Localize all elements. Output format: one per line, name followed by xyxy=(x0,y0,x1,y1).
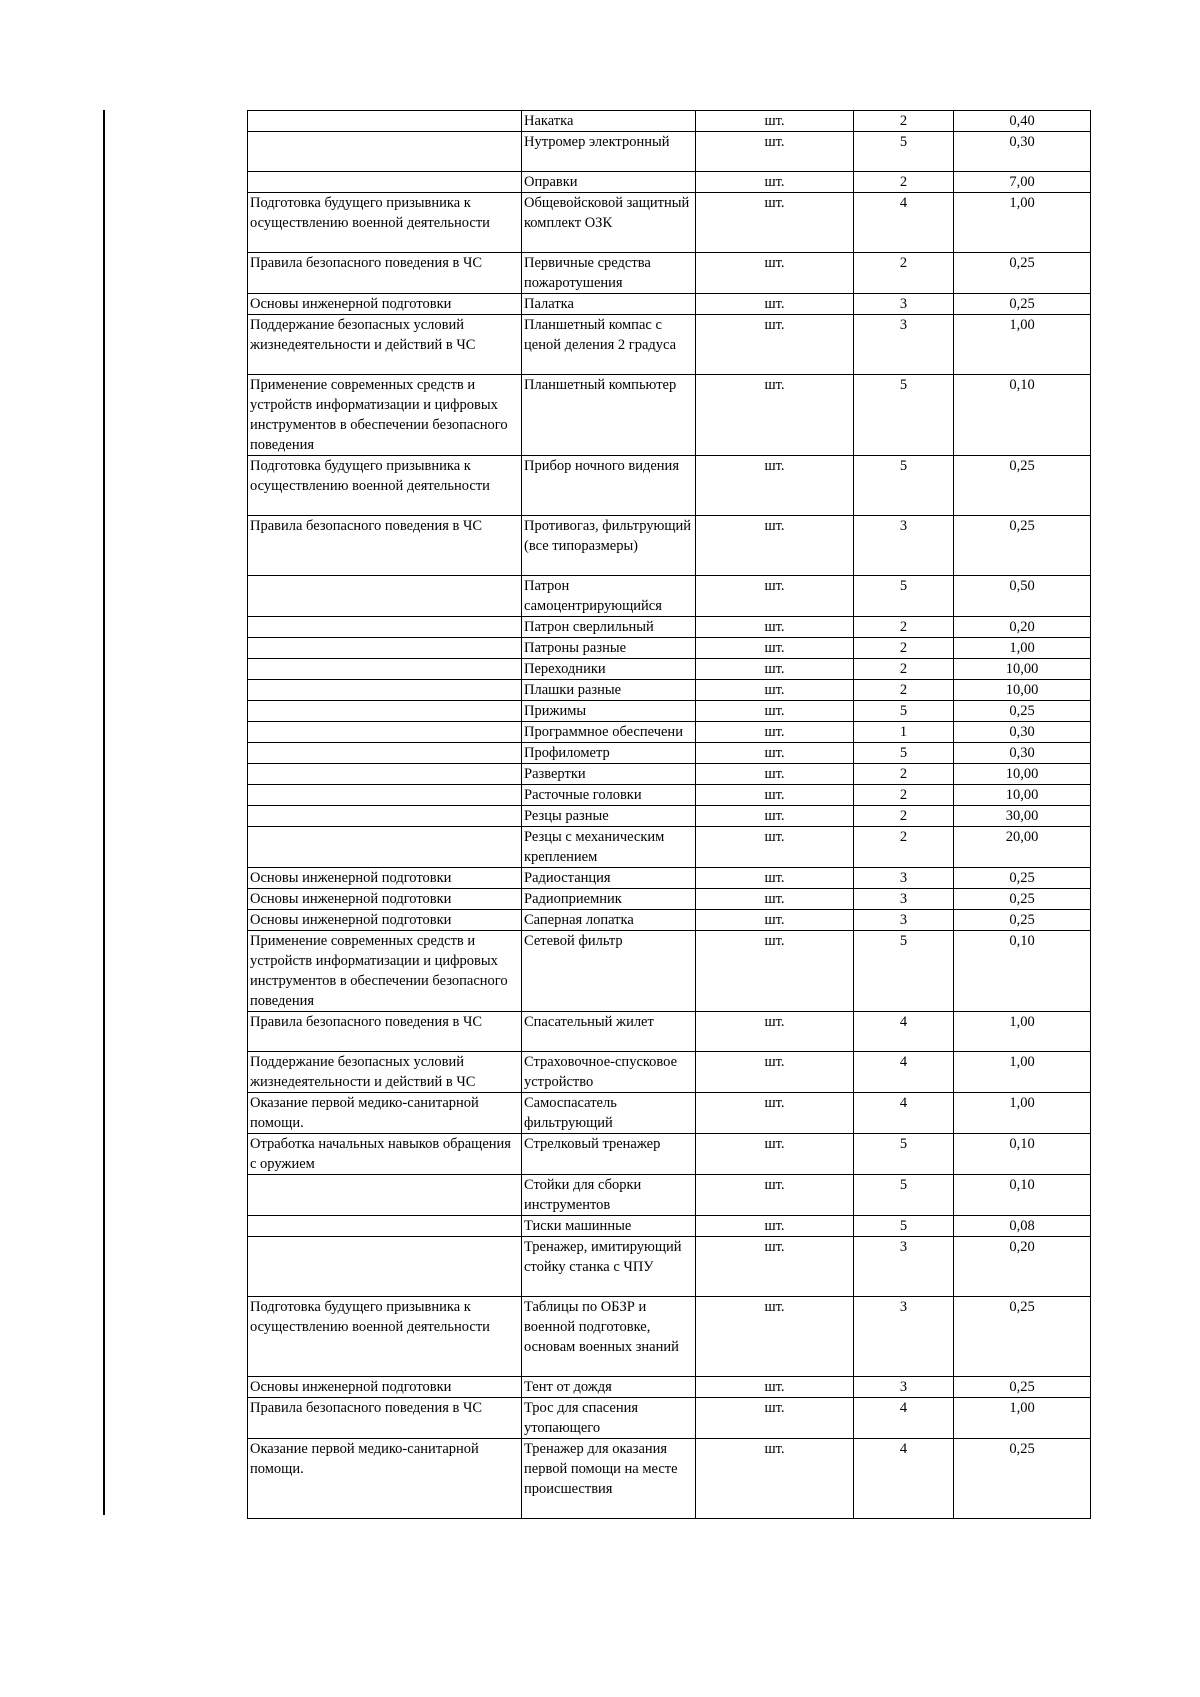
table-row xyxy=(248,722,1091,743)
quantity-cell: 3 xyxy=(854,1377,954,1398)
table-row xyxy=(248,868,1091,889)
item-cell: Первичные средства пожаротушения xyxy=(522,253,696,294)
quantity-cell: 3 xyxy=(854,1237,954,1297)
norm-cell: 10,00 xyxy=(954,659,1091,680)
table-row xyxy=(248,375,1091,456)
left-margin-line xyxy=(103,110,105,1515)
table-row xyxy=(248,617,1091,638)
item-cell: Стойки для сборки инструментов xyxy=(522,1175,696,1216)
section-cell xyxy=(248,806,522,827)
quantity-cell: 5 xyxy=(854,1216,954,1237)
item-cell: Трос для спасения утопающего xyxy=(522,1398,696,1439)
quantity-cell: 5 xyxy=(854,1134,954,1175)
norm-cell: 0,25 xyxy=(954,701,1091,722)
item-cell: Переходники xyxy=(522,659,696,680)
item-cell: Прижимы xyxy=(522,701,696,722)
section-cell xyxy=(248,785,522,806)
unit-cell: шт. xyxy=(696,617,854,638)
table-row xyxy=(248,1297,1091,1377)
norm-cell: 30,00 xyxy=(954,806,1091,827)
unit-cell: шт. xyxy=(696,1237,854,1297)
norm-cell: 0,50 xyxy=(954,576,1091,617)
unit-cell: шт. xyxy=(696,785,854,806)
quantity-cell: 2 xyxy=(854,617,954,638)
table-row xyxy=(248,701,1091,722)
quantity-cell: 5 xyxy=(854,1175,954,1216)
norm-cell: 0,25 xyxy=(954,516,1091,576)
norm-cell: 20,00 xyxy=(954,827,1091,868)
section-cell: Применение современных средств и устройств информатизации и цифровых инструментов в обеспечении безопасного поведения xyxy=(248,931,522,1012)
unit-cell: шт. xyxy=(696,659,854,680)
norm-cell: 0,25 xyxy=(954,1439,1091,1519)
section-cell xyxy=(248,1216,522,1237)
quantity-cell: 3 xyxy=(854,889,954,910)
item-cell: Накатка xyxy=(522,111,696,132)
item-cell: Нутромер электронный xyxy=(522,132,696,172)
item-cell: Резцы разные xyxy=(522,806,696,827)
table-row xyxy=(248,1216,1091,1237)
quantity-cell: 3 xyxy=(854,1297,954,1377)
quantity-cell: 2 xyxy=(854,111,954,132)
unit-cell: шт. xyxy=(696,827,854,868)
quantity-cell: 2 xyxy=(854,827,954,868)
unit-cell: шт. xyxy=(696,680,854,701)
norm-cell: 0,25 xyxy=(954,1377,1091,1398)
unit-cell: шт. xyxy=(696,910,854,931)
norm-cell: 1,00 xyxy=(954,315,1091,375)
table-row xyxy=(248,1093,1091,1134)
table-row xyxy=(248,111,1091,132)
item-cell: Таблицы по ОБЗР и военной подготовке, основам военных знаний xyxy=(522,1297,696,1377)
section-cell xyxy=(248,576,522,617)
item-cell: Профилометр xyxy=(522,743,696,764)
norm-cell: 10,00 xyxy=(954,785,1091,806)
table-row xyxy=(248,659,1091,680)
table-row xyxy=(248,1237,1091,1297)
quantity-cell: 5 xyxy=(854,576,954,617)
quantity-cell: 3 xyxy=(854,868,954,889)
unit-cell: шт. xyxy=(696,931,854,1012)
section-cell: Правила безопасного поведения в ЧС xyxy=(248,1012,522,1052)
norm-cell: 0,20 xyxy=(954,1237,1091,1297)
section-cell xyxy=(248,111,522,132)
section-cell: Подготовка будущего призывника к осуществлению военной деятельности xyxy=(248,456,522,516)
unit-cell: шт. xyxy=(696,1398,854,1439)
quantity-cell: 2 xyxy=(854,172,954,193)
item-cell: Сетевой фильтр xyxy=(522,931,696,1012)
table-row xyxy=(248,1377,1091,1398)
section-cell xyxy=(248,1237,522,1297)
norm-cell: 0,25 xyxy=(954,868,1091,889)
section-cell: Основы инженерной подготовки xyxy=(248,294,522,315)
unit-cell: шт. xyxy=(696,111,854,132)
item-cell: Расточные головки xyxy=(522,785,696,806)
quantity-cell: 2 xyxy=(854,638,954,659)
table-row xyxy=(248,680,1091,701)
item-cell: Спасательный жилет xyxy=(522,1012,696,1052)
quantity-cell: 2 xyxy=(854,764,954,785)
item-cell: Тиски машинные xyxy=(522,1216,696,1237)
norm-cell: 1,00 xyxy=(954,1093,1091,1134)
section-cell xyxy=(248,617,522,638)
quantity-cell: 5 xyxy=(854,743,954,764)
section-cell xyxy=(248,827,522,868)
table-row xyxy=(248,764,1091,785)
unit-cell: шт. xyxy=(696,1377,854,1398)
unit-cell: шт. xyxy=(696,576,854,617)
unit-cell: шт. xyxy=(696,1297,854,1377)
unit-cell: шт. xyxy=(696,193,854,253)
unit-cell: шт. xyxy=(696,1012,854,1052)
norm-cell: 0,20 xyxy=(954,617,1091,638)
item-cell: Планшетный компьютер xyxy=(522,375,696,456)
norm-cell: 0,10 xyxy=(954,1134,1091,1175)
item-cell: Противогаз, фильтрующий (все типоразмеры) xyxy=(522,516,696,576)
quantity-cell: 4 xyxy=(854,1012,954,1052)
quantity-cell: 2 xyxy=(854,785,954,806)
table-row xyxy=(248,294,1091,315)
unit-cell: шт. xyxy=(696,1093,854,1134)
item-cell: Страховочное-спусковое устройство xyxy=(522,1052,696,1093)
norm-cell: 7,00 xyxy=(954,172,1091,193)
section-cell xyxy=(248,680,522,701)
quantity-cell: 4 xyxy=(854,1052,954,1093)
table-row xyxy=(248,1052,1091,1093)
unit-cell: шт. xyxy=(696,701,854,722)
item-cell: Программное обеспечени xyxy=(522,722,696,743)
quantity-cell: 5 xyxy=(854,375,954,456)
quantity-cell: 5 xyxy=(854,456,954,516)
unit-cell: шт. xyxy=(696,253,854,294)
norm-cell: 1,00 xyxy=(954,1398,1091,1439)
norm-cell: 0,40 xyxy=(954,111,1091,132)
item-cell: Тренажер, имитирующий стойку станка с ЧПУ xyxy=(522,1237,696,1297)
unit-cell: шт. xyxy=(696,638,854,659)
unit-cell: шт. xyxy=(696,315,854,375)
norm-cell: 0,25 xyxy=(954,294,1091,315)
item-cell: Патрон сверлильный xyxy=(522,617,696,638)
section-cell: Правила безопасного поведения в ЧС xyxy=(248,516,522,576)
unit-cell: шт. xyxy=(696,1175,854,1216)
section-cell: Правила безопасного поведения в ЧС xyxy=(248,1398,522,1439)
norm-cell: 0,30 xyxy=(954,132,1091,172)
section-cell: Применение современных средств и устройств информатизации и цифровых инструментов в обеспечении безопасного поведения xyxy=(248,375,522,456)
unit-cell: шт. xyxy=(696,294,854,315)
unit-cell: шт. xyxy=(696,1052,854,1093)
norm-cell: 0,25 xyxy=(954,253,1091,294)
norm-cell: 0,25 xyxy=(954,456,1091,516)
norm-cell: 0,10 xyxy=(954,1175,1091,1216)
quantity-cell: 1 xyxy=(854,722,954,743)
item-cell: Палатка xyxy=(522,294,696,315)
norm-cell: 0,10 xyxy=(954,931,1091,1012)
item-cell: Самоспасатель фильтрующий xyxy=(522,1093,696,1134)
table-row xyxy=(248,743,1091,764)
norm-cell: 0,25 xyxy=(954,910,1091,931)
section-cell xyxy=(248,132,522,172)
section-cell: Основы инженерной подготовки xyxy=(248,889,522,910)
item-cell: Тент от дождя xyxy=(522,1377,696,1398)
quantity-cell: 3 xyxy=(854,910,954,931)
quantity-cell: 3 xyxy=(854,294,954,315)
section-cell: Основы инженерной подготовки xyxy=(248,868,522,889)
table-row xyxy=(248,456,1091,516)
section-cell: Отработка начальных навыков обращения с оружием xyxy=(248,1134,522,1175)
unit-cell: шт. xyxy=(696,1134,854,1175)
table-row xyxy=(248,516,1091,576)
unit-cell: шт. xyxy=(696,1439,854,1519)
section-cell: Оказание первой медико-санитарной помощи. xyxy=(248,1093,522,1134)
quantity-cell: 2 xyxy=(854,659,954,680)
item-cell: Общевойсковой защитный комплект ОЗК xyxy=(522,193,696,253)
section-cell xyxy=(248,743,522,764)
unit-cell: шт. xyxy=(696,516,854,576)
table-row xyxy=(248,1398,1091,1439)
item-cell: Стрелковый тренажер xyxy=(522,1134,696,1175)
norm-cell: 0,08 xyxy=(954,1216,1091,1237)
table-row xyxy=(248,193,1091,253)
table-row xyxy=(248,253,1091,294)
table-row xyxy=(248,827,1091,868)
quantity-cell: 5 xyxy=(854,931,954,1012)
quantity-cell: 5 xyxy=(854,701,954,722)
norm-cell: 1,00 xyxy=(954,638,1091,659)
table-row xyxy=(248,806,1091,827)
norm-cell: 1,00 xyxy=(954,1012,1091,1052)
unit-cell: шт. xyxy=(696,456,854,516)
item-cell: Радиоприемник xyxy=(522,889,696,910)
section-cell xyxy=(248,722,522,743)
table-row xyxy=(248,132,1091,172)
table-row xyxy=(248,910,1091,931)
item-cell: Планшетный компас с ценой деления 2 градуса xyxy=(522,315,696,375)
table-row xyxy=(248,785,1091,806)
table-row xyxy=(248,1439,1091,1519)
section-cell xyxy=(248,1175,522,1216)
unit-cell: шт. xyxy=(696,172,854,193)
table-row xyxy=(248,315,1091,375)
norm-cell: 10,00 xyxy=(954,680,1091,701)
section-cell xyxy=(248,764,522,785)
item-cell: Оправки xyxy=(522,172,696,193)
quantity-cell: 3 xyxy=(854,315,954,375)
unit-cell: шт. xyxy=(696,889,854,910)
section-cell: Поддержание безопасных условий жизнедеятельности и действий в ЧС xyxy=(248,315,522,375)
item-cell: Патрон самоцентрирующийся xyxy=(522,576,696,617)
section-cell xyxy=(248,659,522,680)
item-cell: Прибор ночного видения xyxy=(522,456,696,516)
table-row xyxy=(248,172,1091,193)
section-cell xyxy=(248,701,522,722)
item-cell: Тренажер для оказания первой помощи на месте происшествия xyxy=(522,1439,696,1519)
norm-cell: 0,25 xyxy=(954,889,1091,910)
section-cell xyxy=(248,638,522,659)
section-cell: Правила безопасного поведения в ЧС xyxy=(248,253,522,294)
unit-cell: шт. xyxy=(696,132,854,172)
table-row xyxy=(248,576,1091,617)
quantity-cell: 4 xyxy=(854,193,954,253)
quantity-cell: 4 xyxy=(854,1093,954,1134)
quantity-cell: 4 xyxy=(854,1439,954,1519)
unit-cell: шт. xyxy=(696,743,854,764)
section-cell: Оказание первой медико-санитарной помощи. xyxy=(248,1439,522,1519)
table-row xyxy=(248,1175,1091,1216)
section-cell: Основы инженерной подготовки xyxy=(248,910,522,931)
norm-cell: 0,25 xyxy=(954,1297,1091,1377)
section-cell xyxy=(248,172,522,193)
unit-cell: шт. xyxy=(696,1216,854,1237)
table-row xyxy=(248,931,1091,1012)
norm-cell: 10,00 xyxy=(954,764,1091,785)
unit-cell: шт. xyxy=(696,375,854,456)
quantity-cell: 2 xyxy=(854,680,954,701)
item-cell: Плашки разные xyxy=(522,680,696,701)
table-row xyxy=(248,1134,1091,1175)
item-cell: Развертки xyxy=(522,764,696,785)
item-cell: Резцы с механическим креплением xyxy=(522,827,696,868)
norm-cell: 0,30 xyxy=(954,743,1091,764)
table-row xyxy=(248,1012,1091,1052)
item-cell: Патроны разные xyxy=(522,638,696,659)
quantity-cell: 4 xyxy=(854,1398,954,1439)
norm-cell: 1,00 xyxy=(954,193,1091,253)
unit-cell: шт. xyxy=(696,806,854,827)
quantity-cell: 3 xyxy=(854,516,954,576)
norm-cell: 0,10 xyxy=(954,375,1091,456)
equipment-table xyxy=(247,110,1091,1519)
table-row xyxy=(248,638,1091,659)
section-cell: Основы инженерной подготовки xyxy=(248,1377,522,1398)
unit-cell: шт. xyxy=(696,868,854,889)
section-cell: Подготовка будущего призывника к осуществлению военной деятельности xyxy=(248,193,522,253)
quantity-cell: 2 xyxy=(854,806,954,827)
norm-cell: 1,00 xyxy=(954,1052,1091,1093)
unit-cell: шт. xyxy=(696,764,854,785)
table-row xyxy=(248,889,1091,910)
item-cell: Радиостанция xyxy=(522,868,696,889)
unit-cell: шт. xyxy=(696,722,854,743)
item-cell: Саперная лопатка xyxy=(522,910,696,931)
section-cell: Поддержание безопасных условий жизнедеятельности и действий в ЧС xyxy=(248,1052,522,1093)
quantity-cell: 5 xyxy=(854,132,954,172)
quantity-cell: 2 xyxy=(854,253,954,294)
norm-cell: 0,30 xyxy=(954,722,1091,743)
section-cell: Подготовка будущего призывника к осуществлению военной деятельности xyxy=(248,1297,522,1377)
